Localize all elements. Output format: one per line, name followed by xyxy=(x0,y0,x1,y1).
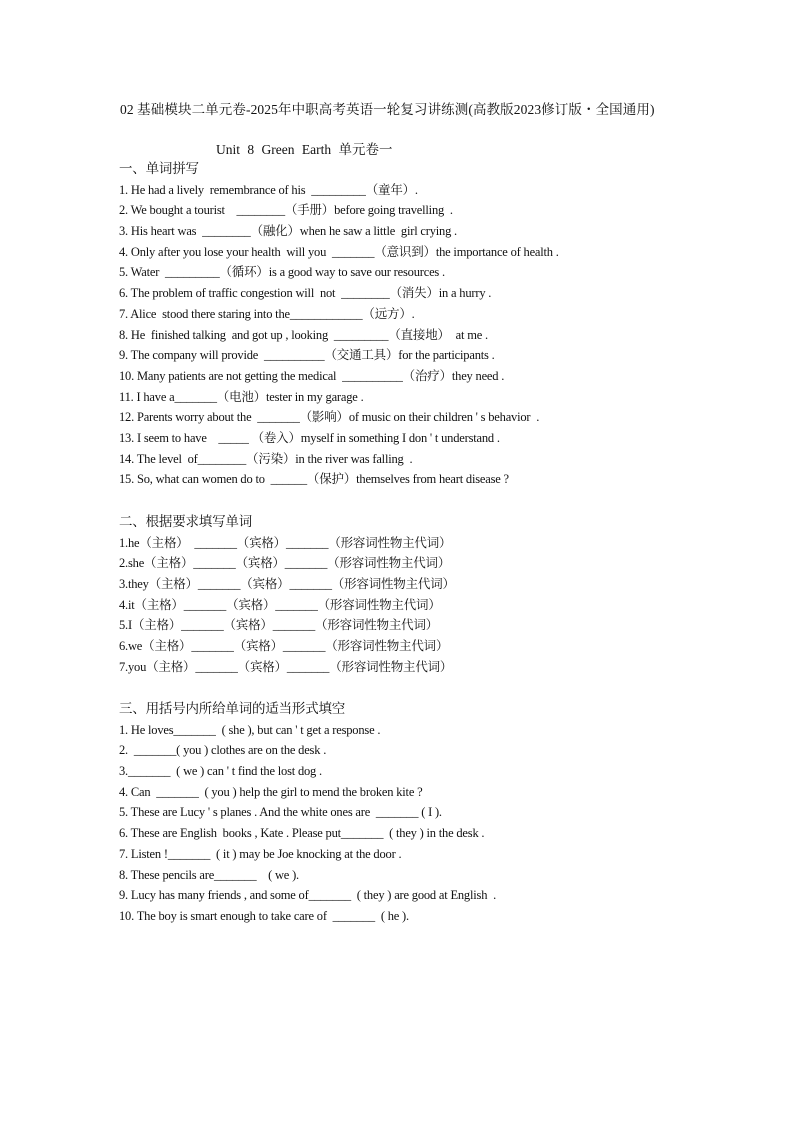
question-line: 9. Lucy has many friends , and some of_______ ( they ) are good at English . xyxy=(119,888,497,903)
question-line: 8. These pencils are_______ ( we ). xyxy=(119,867,299,882)
question-line: 11. I have a_______（电池）tester in my garage . xyxy=(119,389,364,404)
question-line: 5. Water _________（循环）is a good way to save our resources . xyxy=(119,265,445,280)
question-line: 5.I（主格）_______（宾格）_______（形容词性物主代词） xyxy=(119,618,439,633)
question-line: 2.she（主格）_______（宾格）_______（形容词性物主代词） xyxy=(119,556,451,571)
question-line: 2. _______( you ) clothes are on the desk . xyxy=(119,743,327,758)
question-line: 1. He had a lively remembrance of his _________（童年）. xyxy=(119,182,418,197)
question-line: 7.you（主格）_______（宾格）_______（形容词性物主代词） xyxy=(119,659,453,674)
question-line: 4.it（主格）_______（宾格）_______（形容词性物主代词） xyxy=(119,597,441,612)
question-line: 6.we（主格）_______（宾格）_______（形容词性物主代词） xyxy=(119,639,449,654)
question-line: 7. Listen !_______ ( it ) may be Joe knocking at the door . xyxy=(119,846,402,861)
question-line: 6. The problem of traffic congestion will not ________（消失）in a hurry . xyxy=(119,286,492,301)
question-line: 6. These are English books , Kate . Please put_______ ( they ) in the desk . xyxy=(119,826,485,841)
question-line: 9. The company will provide __________（交通工具）for the participants . xyxy=(119,348,495,363)
section-2-pronoun-forms xyxy=(119,512,699,678)
section-3-heading: 三、用括号内所给单词的适当形式填空 xyxy=(119,701,346,716)
question-line: 14. The level of________（污染）in the river was falling . xyxy=(119,451,413,466)
question-line: 10. The boy is smart enough to take care of _______ ( he ). xyxy=(119,908,409,923)
question-line: 3._______ ( we ) can ' t find the lost dog . xyxy=(119,764,322,779)
question-line: 10. Many patients are not getting the medical __________（治疗）they need . xyxy=(119,368,505,383)
question-line: 1.he（主格） _______（宾格）_______（形容词性物主代词） xyxy=(119,535,452,550)
section-2-heading: 二、根据要求填写单词 xyxy=(119,514,252,529)
section-1-heading: 一、单词拼写 xyxy=(119,161,199,176)
question-line: 12. Parents worry about the _______（影响）of music on their children ' s behavior . xyxy=(119,410,540,425)
question-line: 8. He finished talking and got up , looking _________（直接地） at me . xyxy=(119,327,488,342)
question-line: 2. We bought a tourist ________（手册）before going travelling . xyxy=(119,203,453,218)
unit-title: Unit 8 Green Earth 单元卷一 xyxy=(216,142,393,157)
question-line: 3.they（主格）_______（宾格）_______（形容词性物主代词） xyxy=(119,577,455,592)
document-title: 02 基础模块二单元卷-2025年中职高考英语一轮复习讲练测(高教版2023修订版・全国通用) xyxy=(120,102,655,117)
question-line: 15. So, what can women do to ______（保护）themselves from heart disease ? xyxy=(119,472,509,487)
question-line: 7. Alice stood there staring into the____________（远方）. xyxy=(119,306,415,321)
question-line: 13. I seem to have _____ （卷入）myself in something I don ' t understand . xyxy=(119,430,500,445)
section-1-word-spelling xyxy=(119,159,699,490)
question-line: 4. Can _______ ( you ) help the girl to mend the broken kite ? xyxy=(119,784,423,799)
question-line: 3. His heart was ________（融化）when he saw a little girl crying . xyxy=(119,224,457,239)
question-line: 5. These are Lucy ' s planes . And the white ones are _______ ( I ). xyxy=(119,805,442,820)
section-3-fill-in-forms xyxy=(119,699,699,927)
question-line: 1. He loves_______ ( she ), but can ' t get a response . xyxy=(119,722,381,737)
question-line: 4. Only after you lose your health will you _______（意识到）the importance of health . xyxy=(119,244,559,259)
